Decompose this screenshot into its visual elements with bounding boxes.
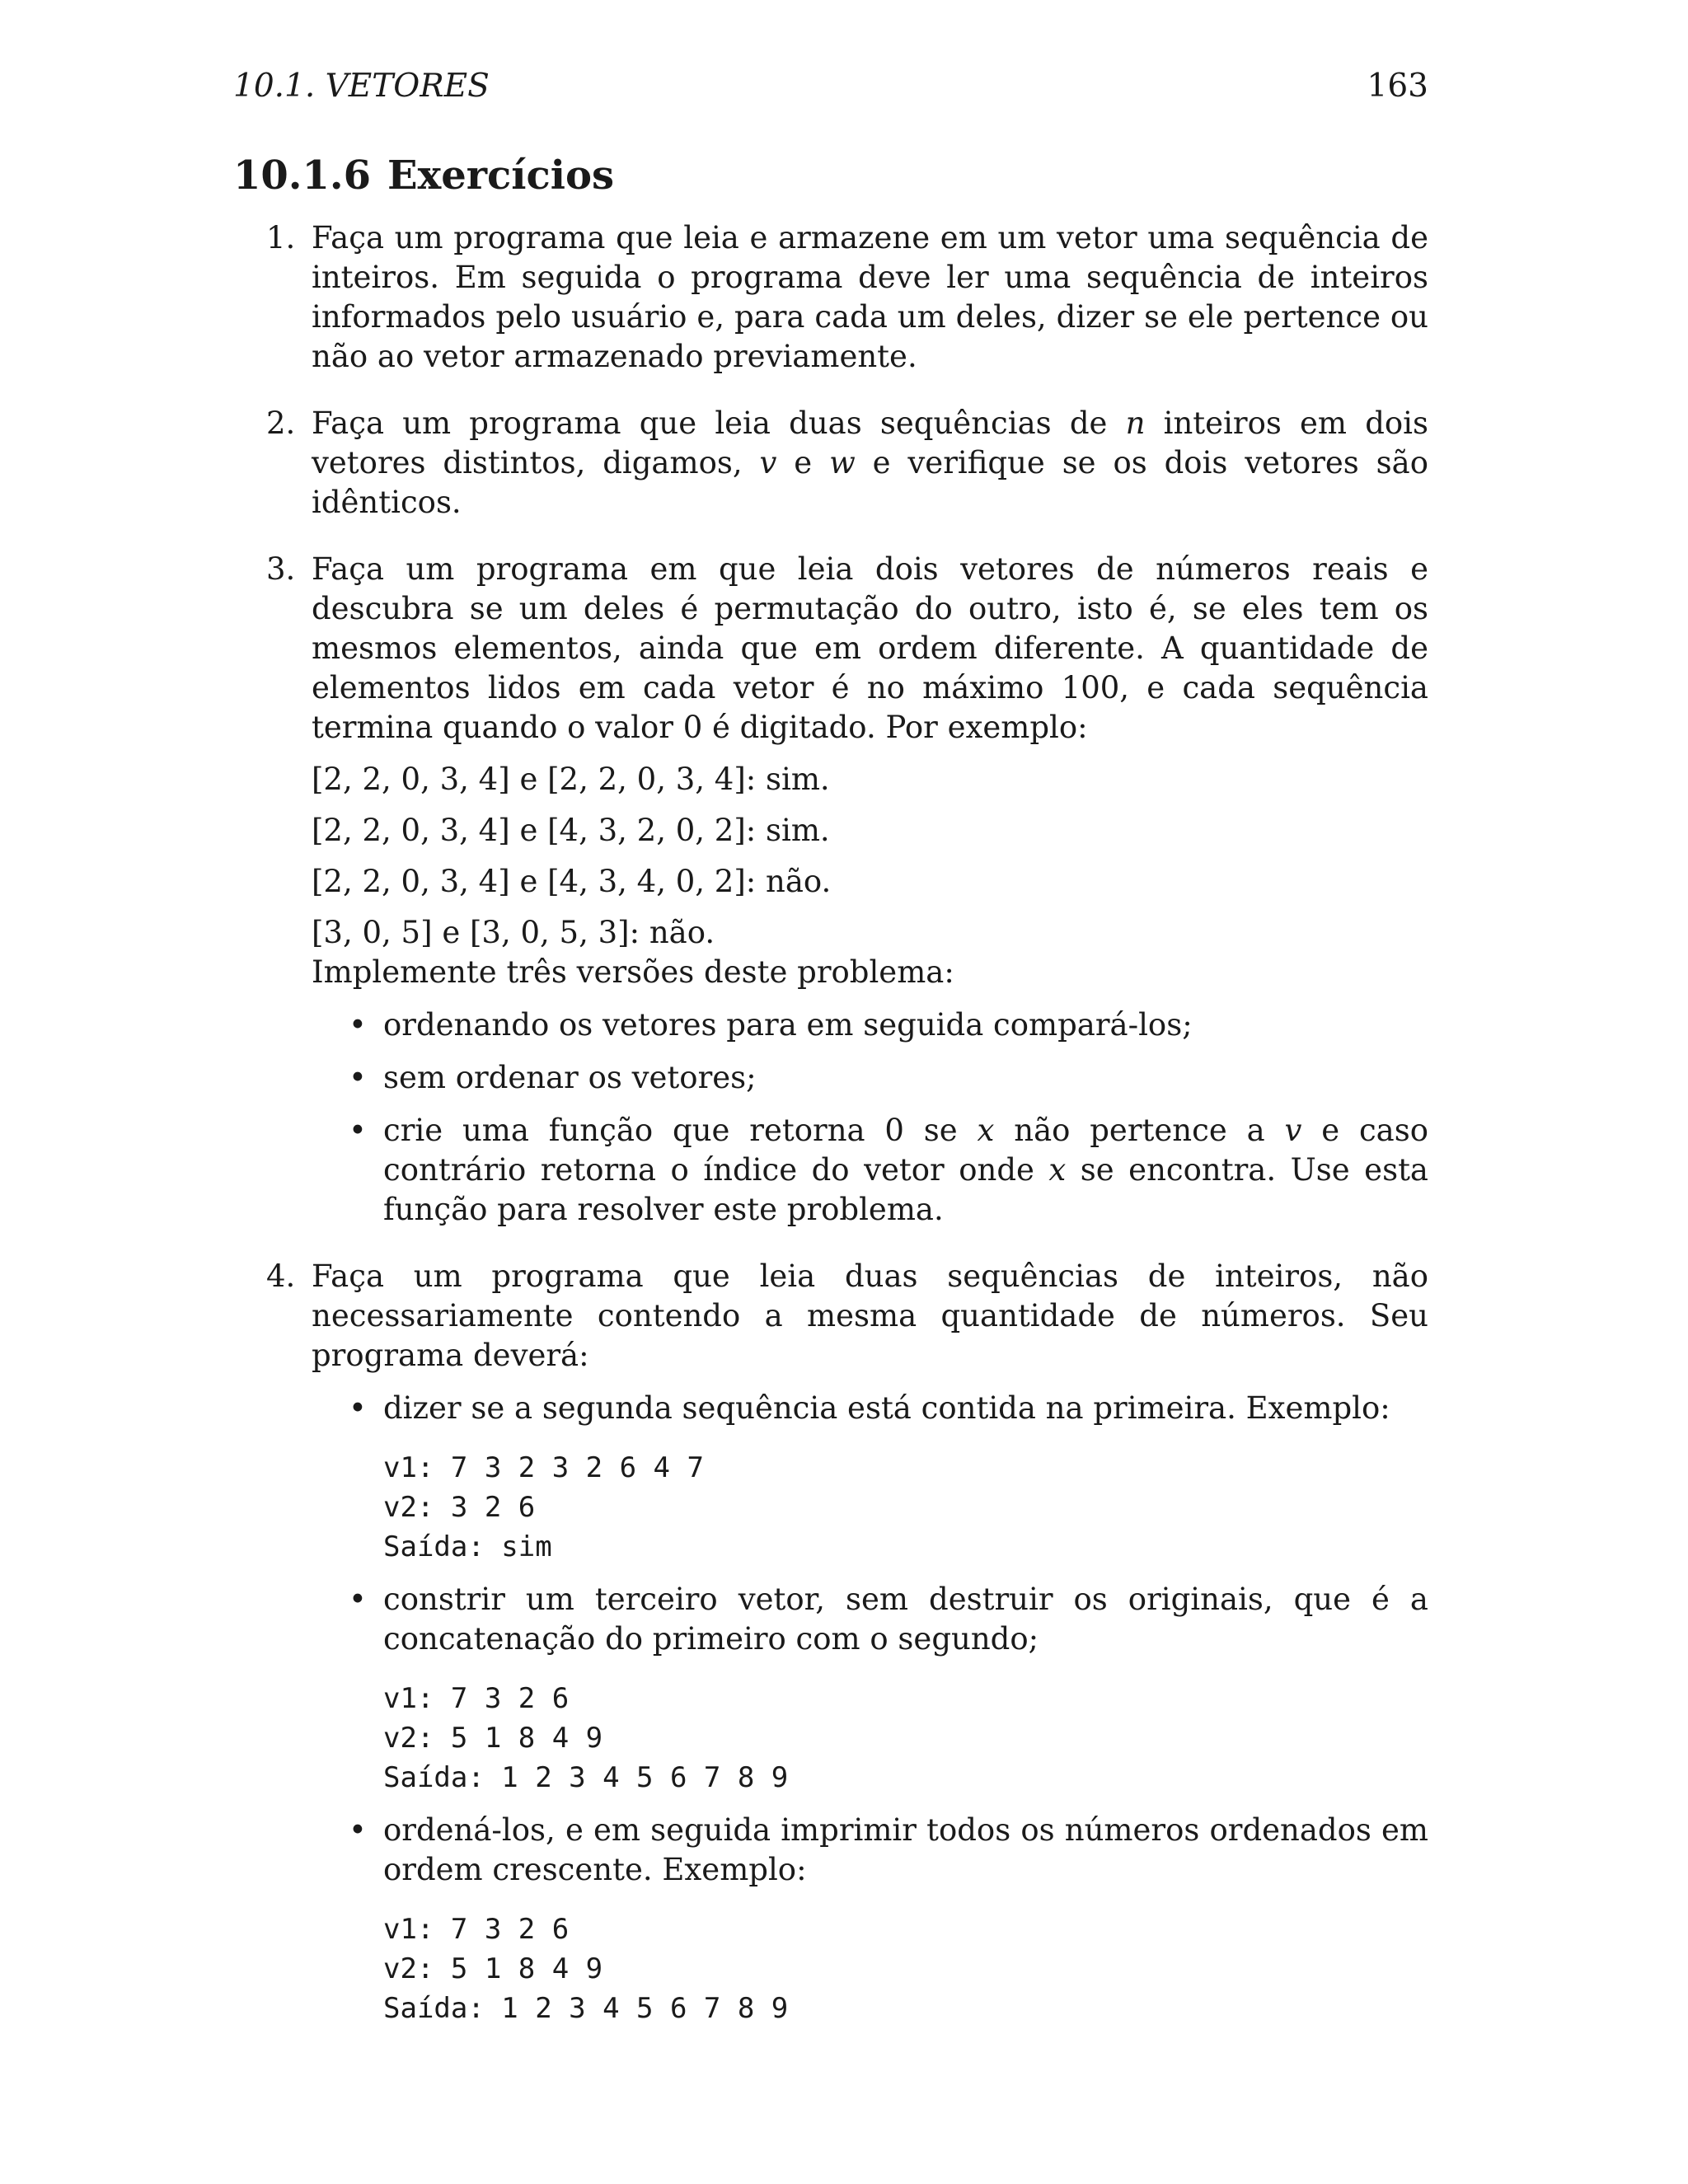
exercise-text: [312, 404, 1428, 523]
example-line: [312, 862, 1428, 902]
code-example: v1: 7 3 2 6 v2: 5 1 8 4 9 Saída: 1 2 3 4 5 6 7 8 9: [383, 1913, 789, 2025]
running-title: 10.1. VETORES: [233, 68, 490, 105]
section-heading: [233, 152, 614, 199]
math-variable: w: [829, 445, 856, 480]
version-item: [312, 1058, 1428, 1098]
exercise-2: [233, 404, 1428, 523]
section-number: 10.1.6: [233, 152, 372, 199]
exercise-3: [233, 550, 1428, 1230]
example-result: não.: [766, 864, 832, 899]
vector-b: [4, 3, 4, 0, 2]:: [547, 864, 757, 899]
vector-a: [2, 2, 0, 3, 4]: [312, 864, 510, 899]
section-title: Exercícios: [387, 152, 614, 199]
text-fragment: e verifique se os dois vetores são idênticos.: [312, 445, 1429, 520]
math-variable: v: [759, 445, 777, 480]
exercise-text: Faça um programa que leia duas sequências de inteiros, não necessariamente contendo a mesma quantidade de números. Seu programa deverá:: [312, 1258, 1428, 1373]
text-fragment: não pertence a: [994, 1113, 1285, 1148]
text-fragment: Faça um programa que leia duas sequências de: [312, 405, 1126, 441]
task-item: [312, 1811, 1428, 2028]
bullet-icon: •: [349, 1113, 367, 1148]
code-example: v1: 7 3 2 6 v2: 5 1 8 4 9 Saída: 1 2 3 4 5 6 7 8 9: [383, 1682, 789, 1794]
math-variable: v: [1284, 1113, 1302, 1148]
task-text: dizer se a segunda sequência está contida na primeira. Exemplo:: [383, 1390, 1390, 1426]
vector-a: [2, 2, 0, 3, 4]: [312, 813, 510, 848]
version-text: ordenando os vetores para em seguida compará-los;: [383, 1007, 1193, 1043]
bullet-icon: •: [349, 1007, 367, 1043]
version-item: [312, 1111, 1428, 1230]
example-result: sim.: [766, 813, 830, 848]
task-text: constrir um terceiro vetor, sem destruir os originais, que é a concatenação do primeiro com o segundo;: [383, 1582, 1428, 1657]
exercise-number: 3.: [266, 551, 296, 587]
exercise-text: Faça um programa que leia e armazene em um vetor uma sequência de inteiros. Em seguida o programa deve ler uma sequência de inteiros informados pelo usuário e, para cada um deles, dizer se ele pertence ou não ao vetor armazenado previamente.: [312, 220, 1428, 374]
text-fragment: e caso contrário retorna o índice do vetor onde: [383, 1113, 1428, 1188]
vector-a: [2, 2, 0, 3, 4]: [312, 762, 510, 797]
text-fragment: inteiros em dois vetores distintos, digamos,: [312, 405, 1428, 480]
separator: e: [519, 864, 538, 899]
exercise-1: [233, 218, 1428, 377]
bullet-icon: •: [349, 1582, 367, 1617]
bullet-icon: •: [349, 1390, 367, 1426]
exercise-number: 2.: [266, 405, 296, 441]
task-item: [312, 1389, 1428, 1567]
task-item: [312, 1580, 1428, 1797]
version-text: sem ordenar os vetores;: [383, 1060, 757, 1095]
example-line: [312, 760, 1428, 799]
exercise-number: 1.: [266, 220, 296, 255]
separator: e: [519, 762, 538, 797]
example-result: sim.: [766, 762, 830, 797]
page-header: [233, 68, 1428, 105]
vector-b: [2, 2, 0, 3, 4]:: [547, 762, 757, 797]
bullet-icon: •: [349, 1812, 367, 1848]
implement-intro: Implemente três versões deste problema:: [312, 954, 954, 990]
exercise-text: Faça um programa em que leia dois vetores de números reais e descubra se um deles é permutação do outro, isto é, se eles tem os mesmos elementos, ainda que em ordem diferente. A quantidade de elementos lidos em cada vetor é no máximo 100, e cada sequência termina quando o valor 0 é digitado. Por exemplo:: [312, 551, 1428, 745]
separator: e: [519, 813, 538, 848]
math-variable: n: [1125, 405, 1146, 441]
exercise-number: 4.: [266, 1258, 296, 1294]
example-line: [312, 913, 1428, 953]
page-number: 163: [1367, 68, 1428, 105]
vector-b: [3, 0, 5, 3]:: [469, 915, 640, 950]
vector-b: [4, 3, 2, 0, 2]:: [547, 813, 757, 848]
math-variable: x: [1048, 1152, 1067, 1188]
version-item: [312, 1005, 1428, 1045]
text-fragment: se encontra. Use esta função para resolver este problema.: [383, 1152, 1428, 1227]
text-fragment: e: [776, 445, 830, 480]
example-list: [312, 760, 1428, 953]
version-list: [312, 1005, 1428, 1230]
text-fragment: crie uma função que retorna 0 se: [383, 1113, 978, 1148]
exercise-4: [233, 1257, 1428, 2028]
math-variable: x: [977, 1113, 995, 1148]
bullet-icon: •: [349, 1060, 367, 1095]
example-result: não.: [649, 915, 715, 950]
task-text: ordená-los, e em seguida imprimir todos os números ordenados em ordem crescente. Exemplo:: [383, 1812, 1428, 1887]
vector-a: [3, 0, 5]: [312, 915, 433, 950]
example-line: [312, 811, 1428, 851]
separator: e: [442, 915, 461, 950]
exercise-list: [233, 218, 1428, 2055]
task-list: [312, 1389, 1428, 2028]
code-example: v1: 7 3 2 3 2 6 4 7 v2: 3 2 6 Saída: sim: [383, 1451, 704, 1563]
